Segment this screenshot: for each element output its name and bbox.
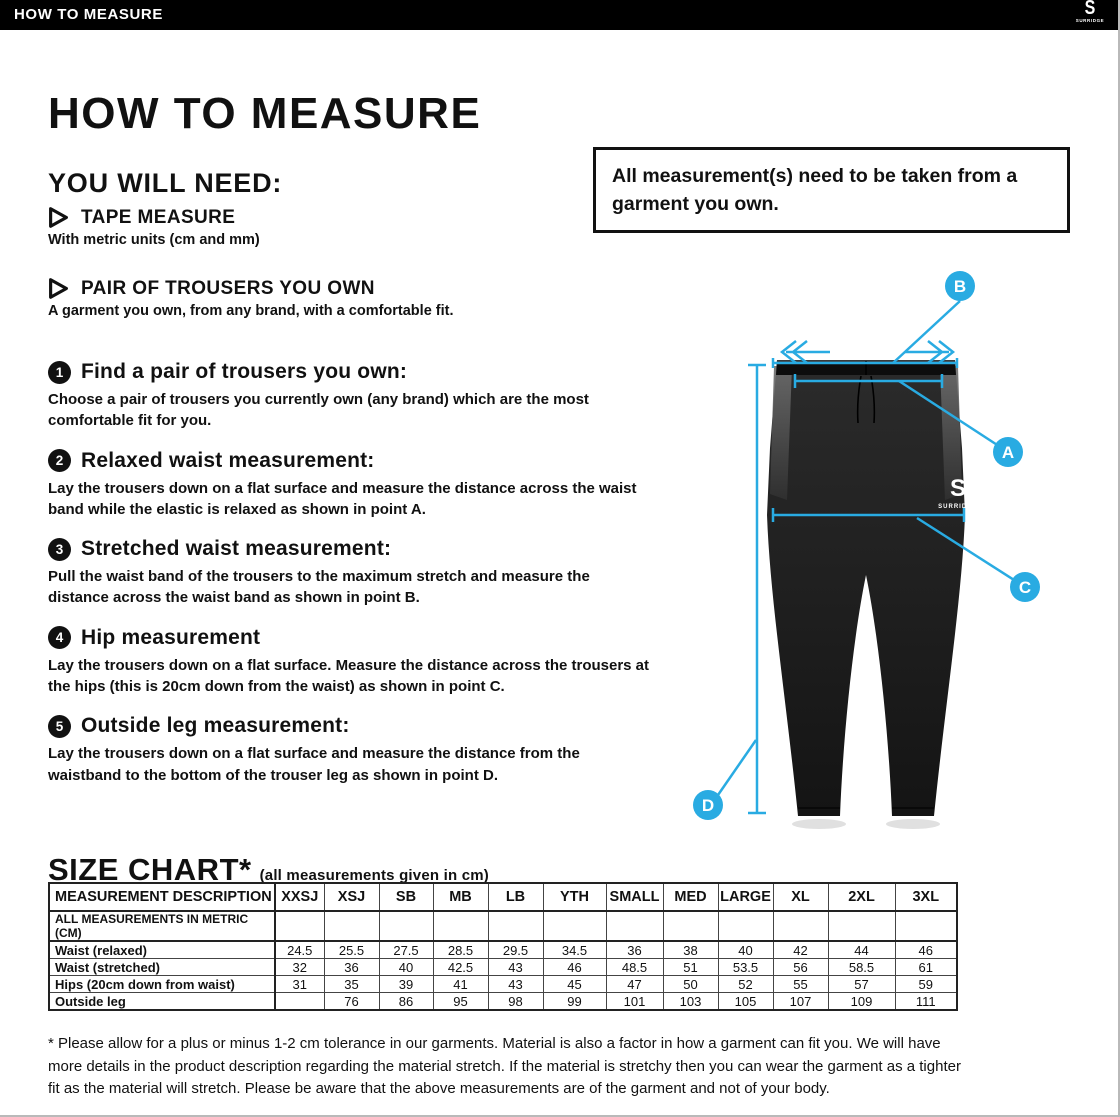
trousers-image xyxy=(767,360,965,816)
measurement-value: 34.5 xyxy=(543,941,606,959)
measurement-value: 46 xyxy=(895,941,957,959)
measurement-value xyxy=(488,911,543,941)
measurement-value: 40 xyxy=(718,941,773,959)
need-item-title: TAPE MEASURE xyxy=(81,206,236,228)
surridge-s-icon: S xyxy=(1084,0,1096,19)
step-title: Outside leg measurement: xyxy=(81,714,350,738)
measurement-value: 36 xyxy=(606,941,663,959)
measurement-value: 103 xyxy=(663,993,718,1011)
measurement-value: 53.5 xyxy=(718,959,773,976)
measurement-value: 61 xyxy=(895,959,957,976)
need-item-subtitle: With metric units (cm and mm) xyxy=(48,232,260,248)
you-will-need-list xyxy=(48,206,608,348)
measurement-value: 39 xyxy=(379,976,433,993)
top-bar xyxy=(0,0,1120,30)
label-letter-c: C xyxy=(1018,578,1032,597)
measurement-value: 43 xyxy=(488,976,543,993)
measurement-value xyxy=(433,911,488,941)
step-title: Relaxed waist measurement: xyxy=(81,448,375,472)
surridge-logo xyxy=(1066,1,1114,24)
step-number-badge: 2 xyxy=(48,449,71,472)
measurement-value: 27.5 xyxy=(379,941,433,959)
garment-logo-text: SURRIDGE xyxy=(938,504,978,510)
size-chart-table xyxy=(48,882,958,1011)
measurement-value: 41 xyxy=(433,976,488,993)
measurement-value: 29.5 xyxy=(488,941,543,959)
step xyxy=(48,449,652,521)
step-heading xyxy=(48,626,652,650)
step-heading xyxy=(48,537,652,561)
measurement-value xyxy=(773,911,828,941)
measurement-value: 32 xyxy=(275,959,324,976)
size-chart-row xyxy=(49,976,957,993)
measurement-value xyxy=(379,911,433,941)
measurement-value: 40 xyxy=(379,959,433,976)
step-number-badge: 3 xyxy=(48,538,71,561)
size-chart-column-header: LARGE xyxy=(718,883,773,911)
step-description: Lay the trousers down on a flat surface and measure the distance across the waist band while the elastic is relaxed as shown in point A. xyxy=(48,479,637,518)
measurement-value: 45 xyxy=(543,976,606,993)
measurement-label: Waist (relaxed) xyxy=(49,941,275,959)
page-title: HOW TO MEASURE xyxy=(48,89,482,139)
size-chart-row xyxy=(49,993,957,1011)
cuff-shadow xyxy=(886,819,940,829)
label-letter-b: B xyxy=(953,277,967,296)
measurement-value: 50 xyxy=(663,976,718,993)
measurement-value: 31 xyxy=(275,976,324,993)
measurement-value xyxy=(275,911,324,941)
size-chart-column-header: SB xyxy=(379,883,433,911)
measurement-value: 48.5 xyxy=(606,959,663,976)
size-chart-row xyxy=(49,911,957,941)
measurement-value: 57 xyxy=(828,976,895,993)
measurement-value: 105 xyxy=(718,993,773,1011)
measurement-value: 59 xyxy=(895,976,957,993)
measurement-value: 28.5 xyxy=(433,941,488,959)
measurement-value: 58.5 xyxy=(828,959,895,976)
step xyxy=(48,714,652,786)
step-title: Find a pair of trousers you own: xyxy=(81,360,408,383)
measurement-label: Waist (stretched) xyxy=(49,959,275,976)
measurement-value: 99 xyxy=(543,993,606,1011)
surridge-logo-text: SURRIDGE xyxy=(1075,18,1105,23)
measurement-value: 86 xyxy=(379,993,433,1011)
measurement-value: 36 xyxy=(324,959,379,976)
size-chart-column-header: 3XL xyxy=(895,883,957,911)
measurement-value: 42.5 xyxy=(433,959,488,976)
size-chart-column-header: MB xyxy=(433,883,488,911)
label-letter-d: D xyxy=(701,796,715,815)
measurement-value: 38 xyxy=(663,941,718,959)
step-number-badge: 5 xyxy=(48,715,71,738)
size-chart-row xyxy=(49,941,957,959)
measurement-value: 25.5 xyxy=(324,941,379,959)
steps-list xyxy=(48,360,652,803)
measurement-value xyxy=(543,911,606,941)
measurement-value: 24.5 xyxy=(275,941,324,959)
size-chart-column-header: LB xyxy=(488,883,543,911)
measurement-value xyxy=(663,911,718,941)
measurement-value: 35 xyxy=(324,976,379,993)
measurement-value: 98 xyxy=(488,993,543,1011)
size-chart-title: SIZE CHART* xyxy=(48,851,252,887)
measurement-value: 43 xyxy=(488,959,543,976)
garment-logo-s-icon: S xyxy=(949,475,967,502)
measurement-value xyxy=(718,911,773,941)
measurement-value xyxy=(895,911,957,941)
leader-line-d xyxy=(718,740,756,795)
step-description: Pull the waist band of the trousers to the maximum stretch and measure the distance across the waist band as shown in point B. xyxy=(48,568,590,607)
size-chart-column-header: 2XL xyxy=(828,883,895,911)
step-heading xyxy=(48,449,652,473)
measurement-value xyxy=(828,911,895,941)
measurement-note-box: All measurement(s) need to be taken from a garment you own. xyxy=(593,147,1070,233)
step-number-badge: 1 xyxy=(48,361,71,384)
you-will-need-heading: YOU WILL NEED: xyxy=(48,168,283,199)
measurement-value xyxy=(275,993,324,1011)
size-chart-column-header: SMALL xyxy=(606,883,663,911)
step xyxy=(48,360,652,432)
measurement-value: 47 xyxy=(606,976,663,993)
top-bar-title: HOW TO MEASURE xyxy=(14,6,163,23)
step xyxy=(48,537,652,609)
need-item xyxy=(48,277,608,319)
measurement-value: 111 xyxy=(895,993,957,1011)
step-heading xyxy=(48,360,652,384)
need-item-title-row xyxy=(48,206,608,229)
measurement-value xyxy=(606,911,663,941)
step xyxy=(48,626,652,698)
measurement-label: Hips (20cm down from waist) xyxy=(49,976,275,993)
footnote: * Please allow for a plus or minus 1-2 cm tolerance in our garments. Material is also a factor in how a garment can fit you. We will have more details in the product description regarding the material stretch. If the material is stretchy then you can wear the garment as a tighter fit as the material will stretch. Please be aware that the above measurements are of the garment and not of your body. xyxy=(48,1035,961,1097)
size-chart-column-header: YTH xyxy=(543,883,606,911)
size-chart-column-header: XSJ xyxy=(324,883,379,911)
size-chart-column-header: MED xyxy=(663,883,718,911)
measurement-value: 52 xyxy=(718,976,773,993)
step-description: Lay the trousers down on a flat surface and measure the distance from the waistband to the bottom of the trouser leg as shown in point D. xyxy=(48,745,580,784)
label-letter-a: A xyxy=(1001,443,1015,462)
stretch-arrow-left xyxy=(782,341,830,363)
step-title: Stretched waist measurement: xyxy=(81,537,392,561)
step-heading xyxy=(48,714,652,738)
measurement-value: 46 xyxy=(543,959,606,976)
size-chart-row xyxy=(49,959,957,976)
measurement-value: 56 xyxy=(773,959,828,976)
size-chart-column-header: XXSJ xyxy=(275,883,324,911)
measurement-label: ALL MEASUREMENTS IN METRIC (CM) xyxy=(49,911,275,941)
measurement-value: 51 xyxy=(663,959,718,976)
size-chart-header-row xyxy=(49,883,957,911)
size-chart-subheading: (all measurements given in cm) xyxy=(259,866,489,884)
size-chart-column-header: MEASUREMENT DESCRIPTION xyxy=(49,883,275,911)
need-item xyxy=(48,206,608,248)
triangle-bullet-icon xyxy=(48,277,69,300)
measurement-value: 42 xyxy=(773,941,828,959)
size-chart-column-header: XL xyxy=(773,883,828,911)
measurement-label: Outside leg xyxy=(49,993,275,1011)
measurement-value: 44 xyxy=(828,941,895,959)
step-title: Hip measurement xyxy=(81,625,261,649)
measurement-value xyxy=(324,911,379,941)
cuff-shadow xyxy=(792,819,846,829)
trousers-measurement-figure xyxy=(690,268,1075,838)
need-item-title-row xyxy=(48,277,608,300)
step-number-badge: 4 xyxy=(48,626,71,649)
need-item-title: PAIR OF TROUSERS YOU OWN xyxy=(81,277,375,299)
measurement-value: 76 xyxy=(324,993,379,1011)
triangle-bullet-icon xyxy=(48,206,69,229)
step-description: Lay the trousers down on a flat surface. Measure the distance across the trousers at the hips (this is 20cm down from the waist) as shown in point C. xyxy=(48,656,650,696)
measurement-value: 107 xyxy=(773,993,828,1011)
measurement-value: 101 xyxy=(606,993,663,1011)
step-description: Choose a pair of trousers you currently own (any brand) which are the most comfortable fit for you. xyxy=(48,391,589,430)
measurement-value: 95 xyxy=(433,993,488,1011)
measurement-value: 55 xyxy=(773,976,828,993)
measurement-value: 109 xyxy=(828,993,895,1011)
need-item-subtitle: A garment you own, from any brand, with a comfortable fit. xyxy=(48,303,454,319)
